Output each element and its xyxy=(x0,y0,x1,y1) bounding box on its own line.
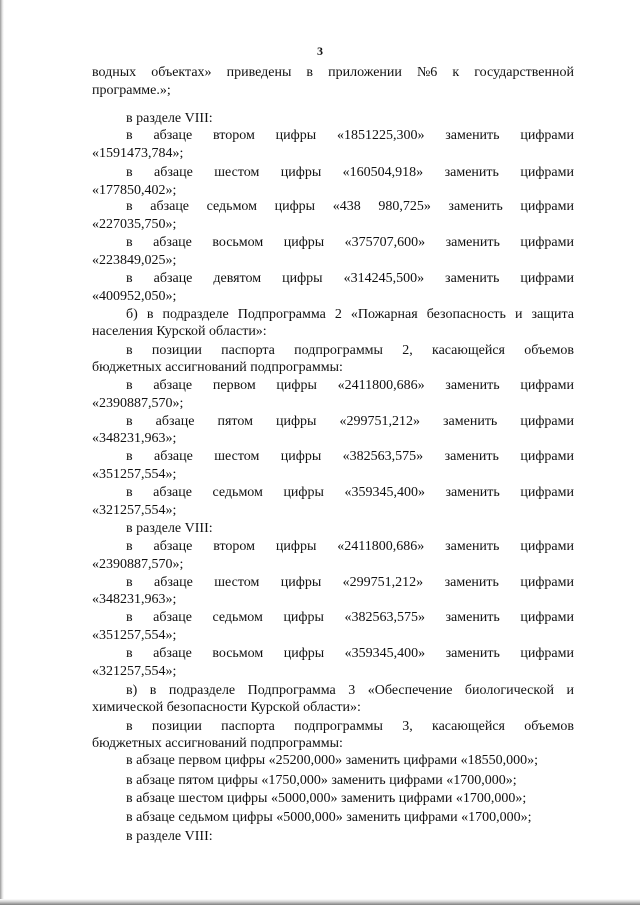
line-word: абзаце xyxy=(153,235,192,250)
line-word: государственной xyxy=(474,65,574,80)
document-line: «351257,554»; xyxy=(92,467,177,482)
line-word: цифры xyxy=(280,449,322,464)
line-word: в xyxy=(126,485,133,500)
document-line: «351257,554»; xyxy=(92,628,177,643)
document-line xyxy=(126,538,574,555)
document-line: «348231,963»; xyxy=(92,592,177,607)
line-word: заменить xyxy=(445,378,500,393)
line-word: цифрами xyxy=(520,271,574,286)
document-line xyxy=(126,127,574,144)
document-line: «223849,025»; xyxy=(92,253,177,268)
line-word: в xyxy=(126,575,133,590)
line-word: подразделе xyxy=(162,307,229,322)
line-word: в xyxy=(306,65,314,80)
line-word: абзаце xyxy=(153,128,193,143)
line-word: в xyxy=(126,343,133,358)
line-word: заменить xyxy=(444,575,499,590)
document-line: в абзаце шестом цифры «5000,000» заменить цифрами «1700,000»; xyxy=(126,791,527,806)
line-word: «314245,500» xyxy=(343,271,425,286)
line-word: в xyxy=(126,128,133,143)
line-word: и xyxy=(566,683,574,698)
line-word: цифрами xyxy=(520,449,574,464)
line-word: паспорта xyxy=(221,343,275,358)
line-word: «359345,400» xyxy=(344,646,426,661)
line-word: шестом xyxy=(214,165,260,180)
line-word: в xyxy=(126,165,133,180)
line-word: подразделе xyxy=(168,683,236,698)
line-word: приложении xyxy=(328,65,402,80)
line-word: «160504,918» xyxy=(342,165,424,180)
line-word: заменить xyxy=(445,485,500,500)
line-word: касающейся xyxy=(431,343,505,358)
line-word: биологической xyxy=(464,683,554,698)
document-line xyxy=(126,574,574,591)
line-word: в xyxy=(126,414,133,429)
document-line xyxy=(126,609,574,626)
line-word: заменить xyxy=(445,610,500,625)
line-word: в xyxy=(146,307,154,322)
line-word: абзаце xyxy=(153,539,193,554)
document-line xyxy=(126,377,574,394)
line-word: позиции xyxy=(151,343,202,358)
line-word: «299751,212» xyxy=(342,575,424,590)
document-line xyxy=(126,270,574,287)
document-line: программе.»; xyxy=(92,83,171,98)
document-line: «227035,750»; xyxy=(92,217,177,232)
line-word: «382563,575» xyxy=(344,610,425,625)
line-word: заменить xyxy=(443,414,498,429)
line-word: в xyxy=(126,378,133,393)
line-word: подпрограммы xyxy=(294,343,383,358)
line-word: восьмом xyxy=(212,235,264,250)
line-word: абзаце xyxy=(154,575,193,590)
document-line: «348231,963»; xyxy=(92,431,177,446)
scan-bottom-edge xyxy=(0,899,640,905)
line-word: «Обеспечение xyxy=(367,683,453,698)
line-word: абзаце xyxy=(154,449,193,464)
line-word: к xyxy=(452,65,460,80)
line-word: цифрами xyxy=(520,414,574,429)
document-line xyxy=(126,234,574,251)
line-word: б) xyxy=(126,307,138,322)
document-line: химической безопасности Курской области»: xyxy=(92,700,361,715)
line-word: водных xyxy=(92,65,137,80)
line-word: цифры xyxy=(275,128,317,143)
document-line xyxy=(126,342,574,359)
line-word: цифрами xyxy=(520,485,574,500)
line-word: Подпрограмма xyxy=(237,307,326,322)
line-word: «438 xyxy=(332,199,361,214)
line-word: в xyxy=(126,449,133,464)
line-word: заменить xyxy=(445,539,500,554)
line-word: шестом xyxy=(214,575,260,590)
line-word: заменить xyxy=(444,449,499,464)
line-word: заменить xyxy=(445,646,500,661)
line-word: цифрами xyxy=(520,165,574,180)
document-line: «2390887,570»; xyxy=(92,396,184,411)
line-word: 2 xyxy=(334,307,342,322)
line-word: первом xyxy=(212,378,256,393)
document-line xyxy=(126,198,574,215)
line-word: цифрами xyxy=(520,235,574,250)
document-line xyxy=(126,448,574,465)
line-word: цифры xyxy=(275,414,317,429)
line-word: заменить xyxy=(444,165,499,180)
line-word: седьмом xyxy=(212,485,263,500)
line-word: 3, xyxy=(402,719,413,734)
line-word: «Пожарная xyxy=(350,307,418,322)
line-word: №6 xyxy=(416,65,438,80)
line-word: абзаце xyxy=(153,378,193,393)
document-line xyxy=(126,484,574,501)
document-line: в абзаце первом цифры «25200,000» заменить цифрами «18550,000»; xyxy=(126,753,538,768)
line-word: цифры xyxy=(283,646,325,661)
line-word: цифры xyxy=(283,235,325,250)
line-word: в xyxy=(126,646,133,661)
line-word: седьмом xyxy=(212,610,263,625)
line-word: цифрами xyxy=(520,378,574,393)
line-word: восьмом xyxy=(212,646,264,661)
line-word: девятом xyxy=(213,271,262,286)
line-word: «1851225,300» xyxy=(336,128,425,143)
document-line xyxy=(126,718,574,735)
line-word: «2411800,686» xyxy=(337,539,425,554)
document-line: в разделе VIII: xyxy=(126,829,213,844)
line-word: цифры xyxy=(282,271,323,286)
line-word: в xyxy=(126,539,133,554)
line-word: «359345,400» xyxy=(344,485,425,500)
line-word: «2411800,686» xyxy=(337,378,425,393)
line-word: цифрами xyxy=(520,539,574,554)
line-word: касающейся xyxy=(431,719,505,734)
line-word: абзаце xyxy=(150,199,190,214)
line-word: цифрами xyxy=(520,610,574,625)
line-word: абзаце xyxy=(154,165,193,180)
line-word: подпрограммы xyxy=(294,719,383,734)
line-word: 2, xyxy=(402,343,413,358)
document-line: «321257,554»; xyxy=(92,503,177,518)
scan-edge-shadow xyxy=(0,0,4,905)
page-number: 3 xyxy=(317,44,323,58)
line-word: пятом xyxy=(217,414,253,429)
line-word: заменить xyxy=(445,128,500,143)
line-word: в xyxy=(126,719,133,734)
line-word: 3 xyxy=(348,683,356,698)
line-word: втором xyxy=(213,539,255,554)
line-word: заменить xyxy=(448,199,503,214)
document-line xyxy=(126,682,574,699)
line-word: абзаце xyxy=(153,485,192,500)
line-word: цифры xyxy=(280,575,322,590)
line-word: «299751,212» xyxy=(339,414,420,429)
line-word: «375707,600» xyxy=(344,235,426,250)
document-line xyxy=(126,645,574,662)
line-word: 980,725» xyxy=(378,199,431,214)
document-line: в абзаце седьмом цифры «5000,000» заменить цифрами «1700,000»; xyxy=(126,810,532,825)
line-word: цифры xyxy=(283,485,324,500)
line-word: приведены xyxy=(226,65,292,80)
line-word: защита xyxy=(531,307,574,322)
line-word: цифры xyxy=(275,539,317,554)
line-word: объемов xyxy=(524,719,574,734)
line-word: цифрами xyxy=(520,646,574,661)
line-word: в) xyxy=(126,683,138,698)
document-line: в разделе VIII: xyxy=(126,521,213,536)
line-word: абзаце xyxy=(155,414,195,429)
document-line: «400952,050»; xyxy=(92,289,177,304)
line-word: в xyxy=(126,199,133,214)
line-word: безопасность xyxy=(426,307,506,322)
document-line: в разделе VIII: xyxy=(126,111,213,126)
document-line: бюджетных ассигнований подпрограммы: xyxy=(92,360,343,375)
line-word: цифры xyxy=(276,378,317,393)
line-word: цифры xyxy=(280,165,322,180)
document-line: «2390887,570»; xyxy=(92,557,184,572)
document-line xyxy=(126,413,574,430)
line-word: заменить xyxy=(445,271,500,286)
document-line: населения Курской области»: xyxy=(92,324,267,339)
document-line xyxy=(92,64,574,81)
line-word: объектах» xyxy=(151,65,212,80)
line-word: заменить xyxy=(445,235,500,250)
line-word: втором xyxy=(213,128,255,143)
line-word: объемов xyxy=(524,343,574,358)
line-word: цифрами xyxy=(520,575,574,590)
document-line: «321257,554»; xyxy=(92,664,177,679)
line-word: Подпрограмма xyxy=(247,683,336,698)
line-word: и xyxy=(514,307,523,322)
line-word: в xyxy=(149,683,157,698)
line-word: шестом xyxy=(214,449,260,464)
line-word: цифрами xyxy=(520,199,574,214)
line-word: «382563,575» xyxy=(342,449,424,464)
line-word: цифры xyxy=(283,610,324,625)
document-line xyxy=(126,306,574,323)
document-line: бюджетных ассигнований подпрограммы: xyxy=(92,736,343,751)
document-line: «177850,402»; xyxy=(92,183,177,198)
line-word: в xyxy=(126,610,133,625)
document-line xyxy=(126,164,574,181)
document-line: «1591473,784»; xyxy=(92,146,184,161)
line-word: цифры xyxy=(274,199,316,214)
line-word: абзаце xyxy=(153,271,193,286)
line-word: в xyxy=(126,235,133,250)
line-word: цифрами xyxy=(520,128,574,143)
document-line: в абзаце пятом цифры «1750,000» заменить цифрами «1700,000»; xyxy=(126,773,517,788)
line-word: позиции xyxy=(151,719,202,734)
line-word: абзаце xyxy=(153,646,192,661)
line-word: в xyxy=(126,271,133,286)
line-word: паспорта xyxy=(221,719,275,734)
line-word: седьмом xyxy=(206,199,258,214)
line-word: абзаце xyxy=(153,610,192,625)
